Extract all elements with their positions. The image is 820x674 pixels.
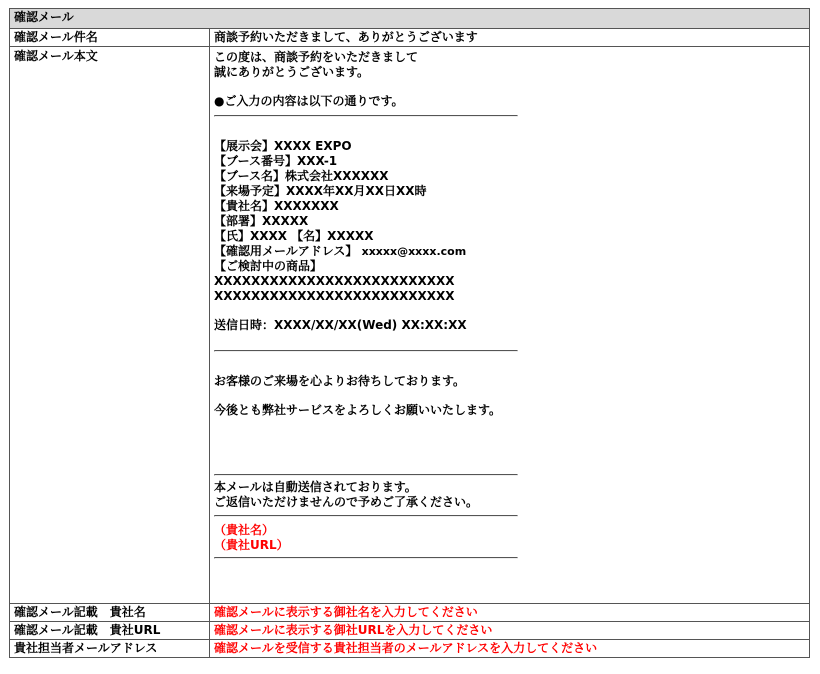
field-booth-number: 【ブース番号】XXX-1 bbox=[214, 154, 338, 168]
divider bbox=[214, 557, 518, 559]
product-line-1: XXXXXXXXXXXXXXXXXXXXXXXXXX bbox=[214, 274, 455, 288]
section-title: 確認メール bbox=[10, 9, 810, 29]
subject-row bbox=[10, 29, 810, 47]
closing-line-2: 今後とも弊社サービスをよろしくお願いいたします。 bbox=[214, 403, 502, 417]
greeting-line-2: 誠にありがとうございます。 bbox=[214, 65, 370, 79]
field-visit-schedule: 【来場予定】XXXX年XX月XX日XX時 bbox=[214, 184, 427, 198]
confirmation-email-sheet bbox=[9, 8, 809, 658]
company-url-row bbox=[10, 622, 810, 640]
closing-line-1: お客様のご来場を心よりお待ちしております。 bbox=[214, 374, 466, 388]
subject-label: 確認メール件名 bbox=[10, 29, 210, 47]
contact-email-row bbox=[10, 640, 810, 658]
body-label: 確認メール本文 bbox=[10, 47, 210, 604]
field-company-name: 【貴社名】XXXXXXX bbox=[214, 199, 339, 213]
field-name: 【氏】XXXX 【名】XXXXX bbox=[214, 229, 374, 243]
sent-at-line: 送信日時：XXXX/XX/XX(Wed) XX:XX:XX bbox=[214, 318, 467, 332]
company-url-value[interactable]: 確認メールに表示する御社URLを入力してください bbox=[210, 622, 810, 640]
divider bbox=[214, 474, 518, 476]
field-email-label: 【確認用メールアドレス】 bbox=[214, 244, 358, 258]
field-booth-name: 【ブース名】株式会社XXXXXX bbox=[214, 169, 389, 183]
contact-email-value[interactable]: 確認メールを受信する貴社担当者のメールアドレスを入力してください bbox=[210, 640, 810, 658]
body-row bbox=[10, 47, 810, 604]
company-name-label: 確認メール記載 貴社名 bbox=[10, 604, 210, 622]
signature-url: （貴社URL） bbox=[214, 538, 289, 552]
intro-line: ●ご入力の内容は以下の通りです。 bbox=[214, 94, 404, 108]
field-email-value: xxxxx@xxxx.com bbox=[361, 245, 467, 258]
greeting-line-1: この度は、商談予約をいただきまして bbox=[214, 50, 419, 64]
company-url-label: 確認メール記載 貴社URL bbox=[10, 622, 210, 640]
notice-line-2: ご返信いただけませんので予めご了承ください。 bbox=[214, 495, 479, 509]
body-value[interactable] bbox=[210, 47, 810, 604]
subject-value[interactable]: 商談予約いただきまして、ありがとうございます bbox=[210, 29, 810, 47]
field-department: 【部署】XXXXX bbox=[214, 214, 309, 228]
signature-company: （貴社名） bbox=[214, 523, 275, 537]
divider bbox=[214, 515, 518, 517]
company-name-row bbox=[10, 604, 810, 622]
notice-line-1: 本メールは自動送信されております。 bbox=[214, 480, 417, 494]
contact-email-label: 貴社担当者メールアドレス bbox=[10, 640, 210, 658]
field-exhibition: 【展示会】XXXX EXPO bbox=[214, 139, 352, 153]
confirmation-email-table bbox=[9, 8, 810, 658]
field-products-label: 【ご検討中の商品】 bbox=[214, 259, 323, 273]
product-line-2: XXXXXXXXXXXXXXXXXXXXXXXXXX bbox=[214, 289, 455, 303]
field-email bbox=[214, 244, 805, 259]
company-name-value[interactable]: 確認メールに表示する御社名を入力してください bbox=[210, 604, 810, 622]
